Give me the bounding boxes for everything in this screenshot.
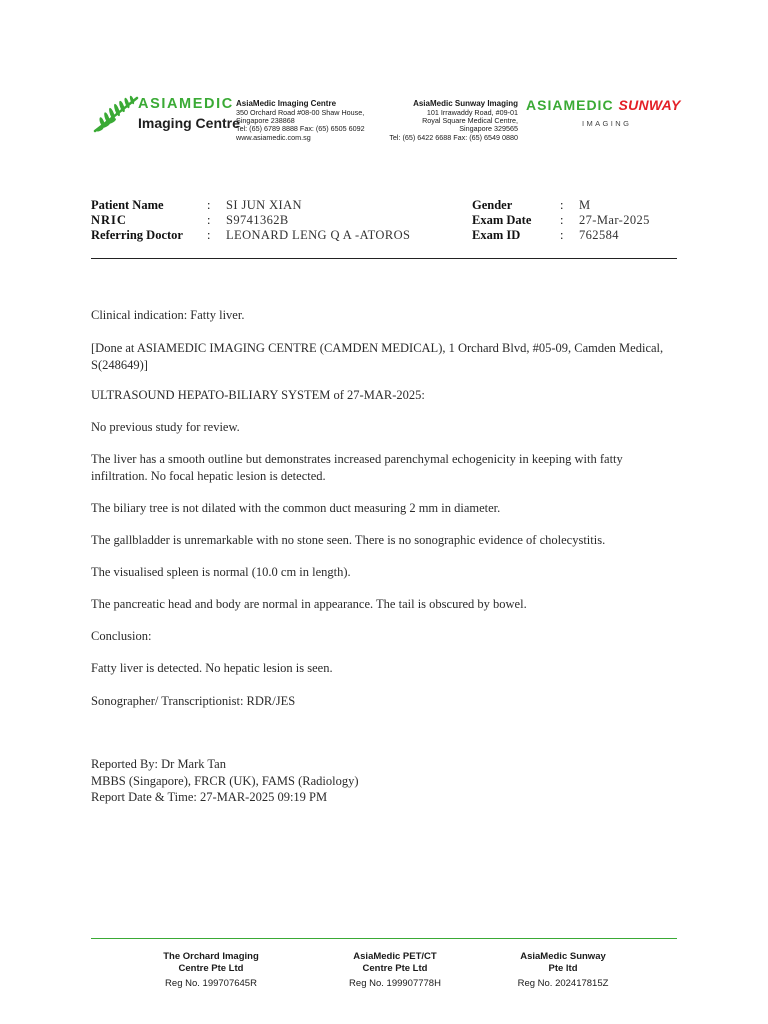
contact-line: Tel: (65) 6422 6688 Fax: (65) 6549 0880 <box>389 132 518 142</box>
referring-doctor: LEONARD LENG Q A -ATOROS <box>226 228 411 242</box>
company-name: Pte ltd <box>548 963 578 974</box>
company-name: Centre Pte Ltd <box>362 963 428 974</box>
signature-block <box>91 756 681 806</box>
contact-line: Tel: (65) 6789 8888 Fax: (65) 6505 6092 <box>236 124 365 134</box>
address-line: Royal Square Medical Centre, <box>422 115 518 125</box>
company-name: Centre Pte Ltd <box>178 963 244 974</box>
study-title: ULTRASOUND HEPATO-BILIARY SYSTEM of 27-MAR-2025: <box>91 388 425 402</box>
address-line: 350 Orchard Road #08-00 Shaw House, <box>236 107 365 117</box>
reported-by: Reported By: Dr Mark Tan <box>91 757 226 771</box>
colon: : <box>207 228 211 242</box>
address-line: Singapore 238868 <box>236 115 295 125</box>
footer-company <box>131 951 291 990</box>
header-divider <box>91 258 677 259</box>
colon: : <box>560 198 564 212</box>
exam-id-value: 762584 <box>579 228 619 242</box>
centre-address-orchard <box>236 99 365 142</box>
colon: : <box>207 213 211 227</box>
gallbladder-finding: The gallbladder is unremarkable with no stone seen. There is no sonographic evidence of cholecystitis. <box>91 533 606 547</box>
exam-date-value: 27-Mar-2025 <box>579 213 650 227</box>
centre-title: AsiaMedic Imaging Centre <box>236 99 337 108</box>
qualifications: MBBS (Singapore), FRCR (UK), FAMS (Radiology) <box>91 773 359 788</box>
footer-company <box>315 951 475 990</box>
sunway-logo-green: ASIAMEDIC <box>526 97 614 113</box>
company-reg-no: Reg No. 202417815Z <box>517 978 609 989</box>
sunway-logo <box>526 97 681 113</box>
patient-name: SI JUN XIAN <box>226 198 302 212</box>
gender-label: Gender <box>472 198 513 212</box>
sonographer: Sonographer/ Transcriptionist: RDR/JES <box>91 694 296 708</box>
address-line: Singapore 329565 <box>459 124 518 134</box>
previous-study: No previous study for review. <box>91 420 240 434</box>
pancreas-finding: The pancreatic head and body are normal in appearance. The tail is obscured by bowel. <box>91 597 527 611</box>
colon: : <box>207 198 211 212</box>
colon: : <box>560 213 564 227</box>
conclusion: Fatty liver is detected. No hepatic lesion is seen. <box>91 661 333 675</box>
done-at: [Done at ASIAMEDIC IMAGING CENTRE (CAMDEN MEDICAL), 1 Orchard Blvd, #05-09, Camden Medical, S(248649)] <box>91 341 664 372</box>
nric-value: S9741362B <box>226 213 289 227</box>
centre-title: AsiaMedic Sunway Imaging <box>413 99 518 108</box>
footer-divider <box>91 938 677 939</box>
exam-date-label: Exam Date <box>472 213 532 227</box>
biliary-finding: The biliary tree is not dilated with the common duct measuring 2 mm in diameter. <box>91 501 501 515</box>
conclusion-label: Conclusion: <box>91 629 152 643</box>
logo-name: ASIAMEDIC <box>138 96 234 112</box>
colon: : <box>560 228 564 242</box>
nric-label: NRIC <box>91 213 127 227</box>
address-line: 101 Irrawaddy Road, #09-01 <box>426 107 518 117</box>
patient-name-label: Patient Name <box>91 198 164 212</box>
clinical-indication: Clinical indication: Fatty liver. <box>91 308 245 322</box>
sunway-imaging-label: IMAGING <box>582 119 632 128</box>
company-name: The Orchard Imaging <box>163 951 259 962</box>
logo-subtitle: Imaging Centre <box>138 115 240 131</box>
company-name: AsiaMedic PET/CT <box>353 951 437 962</box>
gender-value: M <box>579 198 591 212</box>
centre-address-sunway <box>378 99 518 142</box>
company-reg-no: Reg No. 199907778H <box>349 978 441 989</box>
referring-doctor-label: Referring Doctor <box>91 228 183 242</box>
spleen-finding: The visualised spleen is normal (10.0 cm in length). <box>91 565 351 579</box>
report-datetime: Report Date & Time: 27-MAR-2025 09:19 PM <box>91 790 328 804</box>
sunway-logo-red: SUNWAY <box>618 97 681 113</box>
liver-finding: The liver has a smooth outline but demonstrates increased parenchymal echogenicity in keeping with fatty infiltration. No focal hepatic lesion is detected. <box>91 452 623 483</box>
website-line: www.asiamedic.com.sg <box>236 132 311 142</box>
company-reg-no: Reg No. 199707645R <box>165 978 257 989</box>
exam-id-label: Exam ID <box>472 228 521 242</box>
fern-leaf-logo-icon <box>92 94 140 134</box>
company-name: AsiaMedic Sunway <box>520 951 606 962</box>
footer-company <box>483 951 643 990</box>
